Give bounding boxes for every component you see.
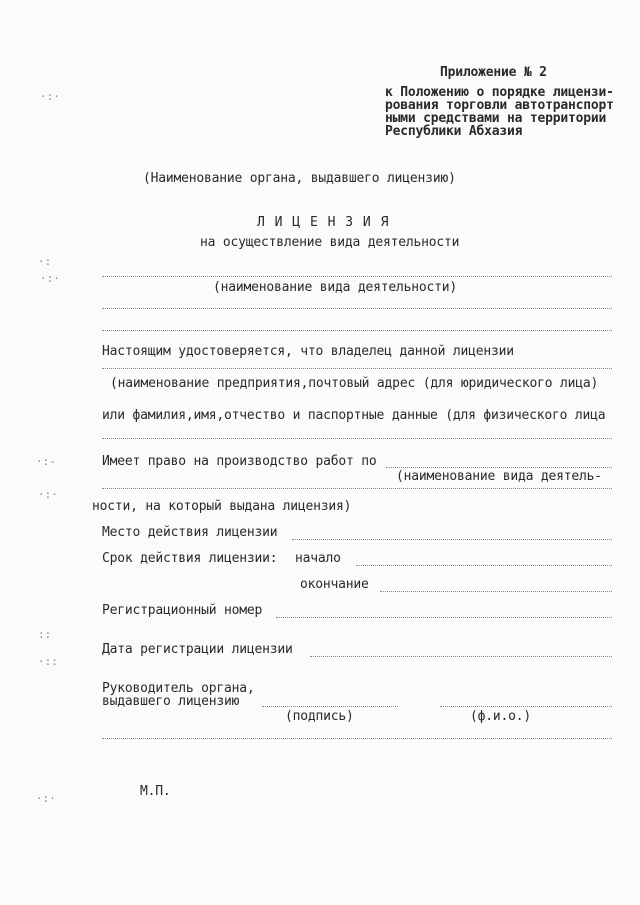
certify-caption: (наименование предприятия,почтовый адрес (для юридического лица) — [110, 376, 599, 391]
fio-caption: (ф.и.о.) — [470, 709, 532, 724]
margin-mark: ·:· — [40, 272, 60, 285]
margin-mark: :: — [38, 628, 52, 641]
term-start-blank-line — [356, 565, 612, 566]
blank-line — [102, 738, 612, 739]
signature-blank-line — [262, 706, 398, 707]
activity-blank-line — [102, 308, 612, 309]
head-label: выдавшего лицензию — [102, 694, 240, 709]
reg-number-blank-line — [276, 617, 612, 618]
certify-line: Настоящим удостоверяется, что владелец данной лицензии — [102, 344, 514, 359]
owner-blank-line — [102, 438, 612, 439]
place-label: Место действия лицензии — [102, 525, 278, 540]
reg-date-label: Дата регистрации лицензии — [102, 642, 293, 657]
signature-caption: (подпись) — [285, 709, 354, 724]
activity-caption: (наименование вида деятельности) — [213, 280, 458, 295]
margin-mark: ·:· — [38, 488, 58, 501]
margin-mark: ·: — [38, 255, 52, 268]
certify-caption: или фамилия,имя,отчество и паспортные данные (для физического лица — [102, 408, 606, 423]
fio-blank-line — [440, 706, 612, 707]
license-title: Л И Ц Е Н З И Я — [257, 215, 390, 230]
appendix-title: Приложение № 2 — [440, 65, 547, 80]
rights-blank-line — [102, 488, 612, 489]
appendix-line: Республики Абхазия — [385, 124, 523, 139]
rights-blank-line — [386, 467, 612, 468]
appendix-line: к Положению о порядке лицензи- — [385, 85, 614, 100]
margin-mark: ·:: — [38, 655, 58, 668]
place-blank-line — [292, 539, 612, 540]
reg-date-blank-line — [310, 656, 612, 657]
appendix-line: ными средствами на территории — [385, 111, 607, 126]
rights-line: Имеет право на производство работ по — [102, 454, 377, 469]
activity-blank-line — [102, 330, 612, 331]
reg-number-label: Регистрационный номер — [102, 603, 263, 618]
rights-caption: (наименование вида деятель- — [396, 469, 602, 484]
appendix-line: рования торговли автотранспорт — [385, 98, 614, 113]
activity-blank-line — [102, 276, 612, 277]
margin-mark: ·:- — [36, 455, 56, 468]
license-subtitle: на осуществление вида деятельности — [200, 235, 460, 250]
margin-mark: ·:· — [40, 90, 60, 103]
term-end-blank-line — [380, 591, 612, 592]
owner-blank-line — [102, 368, 612, 369]
term-start-label: начало — [295, 551, 341, 566]
issuer-caption: (Наименование органа, выдавшего лицензию) — [143, 171, 456, 186]
head-label: Руководитель органа, — [102, 681, 255, 696]
stamp-label: М.П. — [140, 784, 171, 799]
term-end-label: окончание — [300, 577, 369, 592]
rights-caption: ности, на который выдана лицензия) — [92, 499, 352, 514]
term-label: Срок действия лицензии: — [102, 551, 278, 566]
margin-mark: ·:· — [36, 792, 56, 805]
